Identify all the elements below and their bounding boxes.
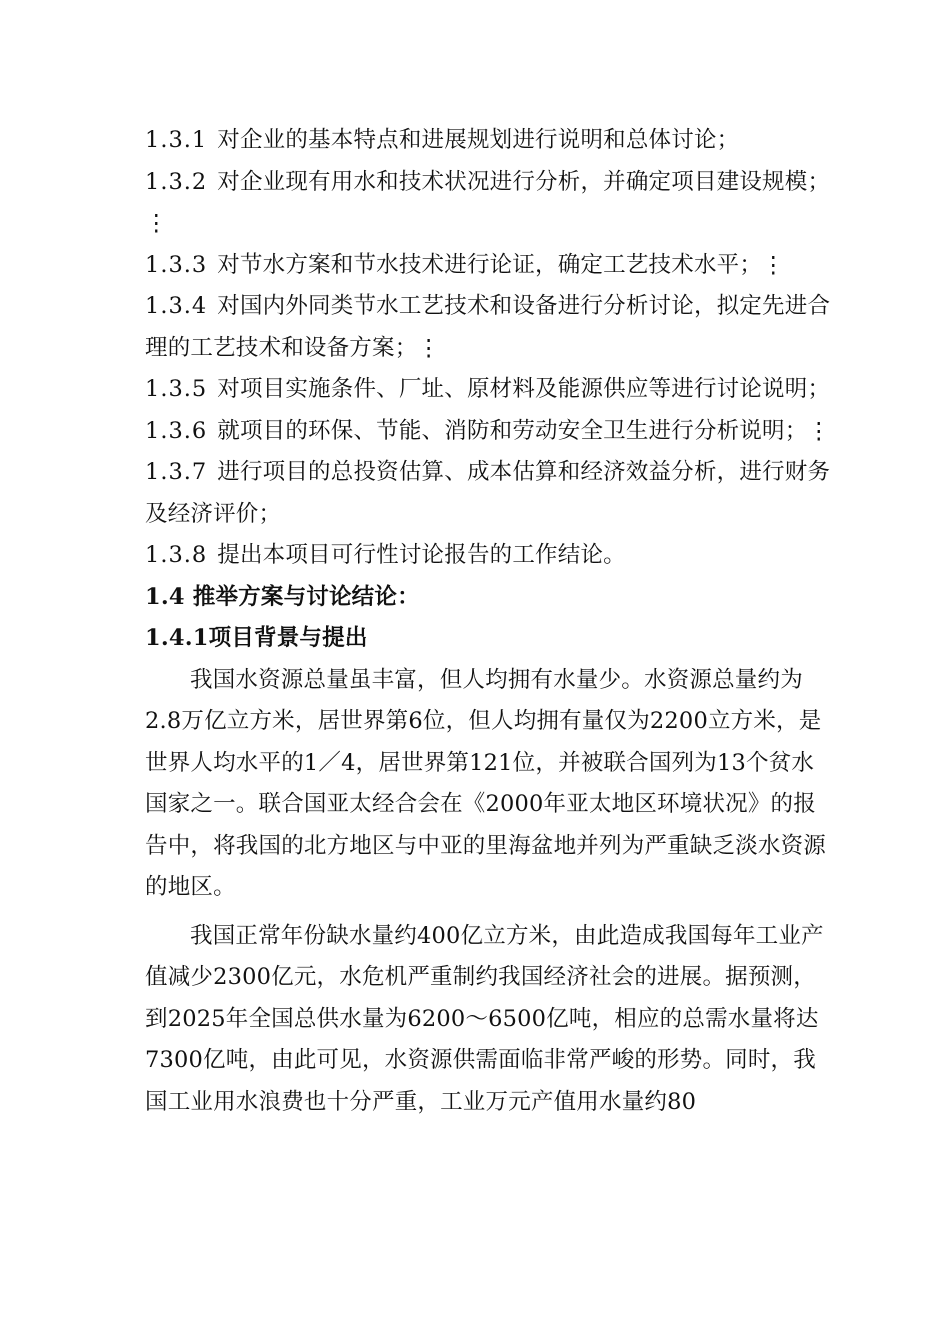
list-item [145,452,835,535]
item-text: 对国内外同类节水工艺技术和设备进行分析讨论，拟定先进合理的工艺技术和设备方案；⋮ [145,293,831,361]
item-number: 1.3.3 [145,251,208,278]
item-number: 1.3.4 [145,293,208,319]
item-number: 1.3.5 [145,376,208,402]
item-text: 进行项目的总投资估算、成本估算和经济效益分析，进行财务及经济评价； [145,459,831,527]
subsection-heading: 1.4.1项目背景与提出 [145,625,368,651]
list-item [145,369,835,411]
body-paragraph: 我国正常年份缺水量约400亿立方米，由此造成我国每年工业产值减少2300亿元，水危机严重制约我国经济社会的进展。据预测，到2025年全国总供水量为6200～6500亿吨，相应的总需水量将达7300亿吨，由此可见，水资源供需面临非常严峻的形势。同时，我国工业用水浪费也十分严重，工业万元产值用水量约80 [145,922,824,1115]
list-item [145,286,835,369]
item-text: 对企业的基本特点和进展规划进行说明和总体讨论； [217,127,740,153]
page-content [145,120,835,1123]
item-text: 对企业现有用水和技术状况进行分析，并确定项目建设规模；⋮ [145,168,831,236]
item-text: 就项目的环保、节能、消防和劳动安全卫生进行分析说明；⋮ [217,417,831,444]
item-number: 1.3.6 [145,417,208,444]
item-text: 对节水方案和节水技术进行论证，确定工艺技术水平；⋮ [217,251,785,278]
section-heading: 1.4 推举方案与讨论结论： [145,583,420,610]
list-item [145,245,835,287]
item-text: 提出本项目可行性讨论报告的工作结论。 [217,542,626,568]
list-item [145,411,835,453]
item-text: 对项目实施条件、厂址、原材料及能源供应等进行讨论说明； [217,376,831,402]
list-item [145,162,835,245]
item-number: 1.3.7 [145,459,208,485]
list-item [145,535,835,577]
item-number: 1.3.8 [145,542,208,568]
item-number: 1.3.2 [145,168,208,195]
list-item [145,120,835,162]
body-paragraph: 我国水资源总量虽丰富，但人均拥有水量少。水资源总量约为2.8万亿立方米，居世界第6位，但人均拥有量仅为2200立方米，是世界人均水平的1／4，居世界第121位，并被联合国列为13个贫水国家之一。联合国亚太经合会在《2000年亚太地区环境状况》的报告中，将我国的北方地区与中亚的里海盆地并列为严重缺乏淡水资源的地区。 [145,666,827,900]
item-number: 1.3.1 [145,127,208,153]
